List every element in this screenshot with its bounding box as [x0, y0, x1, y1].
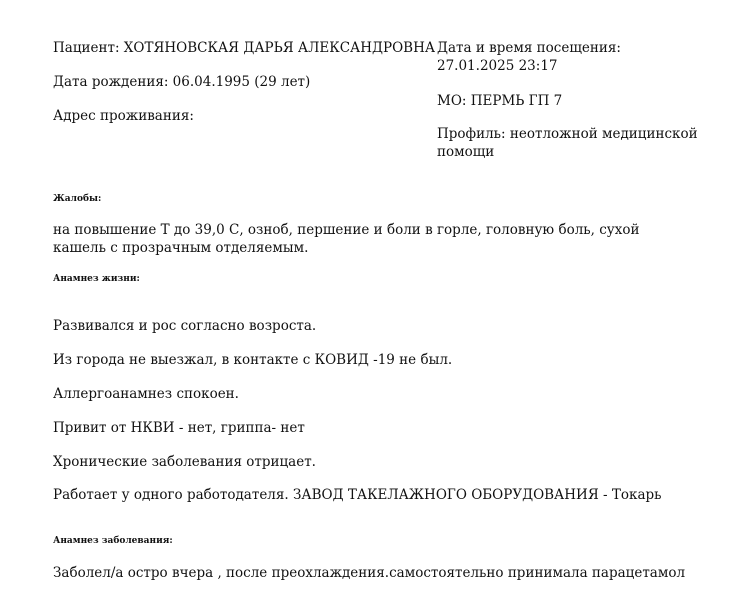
life-anamnesis-line: Привит от НКВИ - нет, гриппа- нет: [53, 420, 305, 436]
complaints-heading: Жалобы:: [53, 194, 102, 204]
birth-date: Дата рождения: 06.04.1995 (29 лет): [53, 74, 311, 90]
life-anamnesis-line: Работает у одного работодателя. ЗАВОД ТАКЕЛАЖНОГО ОБОРУДОВАНИЯ - Токарь: [53, 487, 662, 503]
address-label: Адрес проживания:: [53, 108, 194, 124]
life-anamnesis-heading: Анамнез жизни:: [53, 274, 140, 284]
life-anamnesis-line: Развивался и рос согласно возроста.: [53, 318, 317, 334]
visit-datetime: Дата и время посещения: 27.01.2025 23:17: [437, 40, 621, 74]
mo-name: МО: ПЕРМЬ ГП 7: [437, 93, 563, 109]
patient-name: Пациент: ХОТЯНОВСКАЯ ДАРЬЯ АЛЕКСАНДРОВНА: [53, 40, 436, 56]
life-anamnesis-line: Из города не выезжал, в контакте с КОВИД -19 не был.: [53, 352, 453, 368]
profile-text: Профиль: неотложной медицинской помощи: [437, 126, 698, 160]
complaints-text: на повышение Т до 39,0 С, озноб, першение и боли в горле, головную боль, сухой кашель с прозрачным отделяемым.: [53, 222, 640, 256]
life-anamnesis-line: Аллергоанамнез спокоен.: [53, 386, 239, 402]
disease-anamnesis-heading: Анамнез заболевания:: [53, 536, 173, 546]
disease-anamnesis-text: Заболел/а остро вчера , после преохлаждения.самостоятельно принимала парацетамол: [53, 565, 686, 581]
life-anamnesis-line: Хронические заболевания отрицает.: [53, 454, 316, 470]
